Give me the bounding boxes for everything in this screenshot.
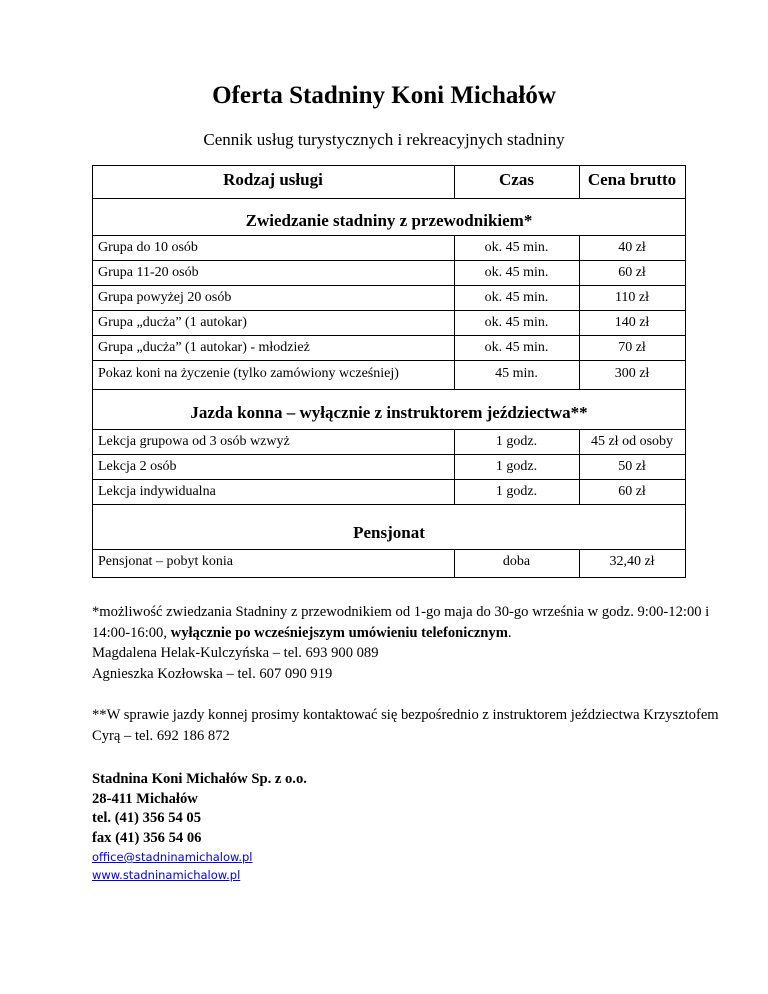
- table-row-cell: 1 godz.: [495, 484, 538, 499]
- table-row-cell: Lekcja 2 osób: [98, 459, 177, 474]
- document-title: Oferta Stadniny Koni Michałów: [212, 82, 556, 109]
- table-row-cell: 300 zł: [614, 366, 650, 381]
- table-row-cell: Lekcja grupowa od 3 osób wzwyż: [98, 434, 290, 449]
- table-row-cell: Grupa „ducża” (1 autokar): [98, 315, 247, 330]
- email-link[interactable]: office@stadninamichalow.pl: [92, 850, 253, 864]
- table-row-cell: 40 zł: [618, 240, 646, 255]
- header-service: Rodzaj usługi: [223, 170, 323, 189]
- header-price: Cena brutto: [587, 170, 677, 189]
- table-row-cell: ok. 45 min.: [484, 265, 549, 280]
- note-text-end: .: [507, 624, 512, 641]
- header-time: Czas: [499, 170, 534, 189]
- table-row-cell: Pokaz koni na życzenie (tylko zamówiony wcześniej): [98, 366, 399, 381]
- section-title-boarding: Pensjonat: [353, 523, 425, 542]
- contact-person-2: Agnieszka Kozłowska – tel. 607 090 919: [92, 665, 333, 682]
- company-phone: tel. (41) 356 54 05: [92, 810, 202, 826]
- price-table: [92, 165, 686, 578]
- table-row-cell: ok. 45 min.: [484, 240, 549, 255]
- table-row-cell: doba: [502, 554, 531, 569]
- website-link[interactable]: www.stadninamichalow.pl: [92, 868, 241, 882]
- table-row-cell: Lekcja indywidualna: [98, 484, 216, 499]
- table-row-cell: 50 zł: [618, 459, 646, 474]
- table-row-cell: Grupa „ducża” (1 autokar) - młodzież: [98, 340, 310, 355]
- note-text: *możliwość zwiedzania Stadniny z przewodnikiem od 1-go maja do 30-go września w godz. 9:00-12:00 i 14:00-16:00,: [92, 604, 710, 641]
- table-row-cell: Grupa powyżej 20 osób: [98, 290, 232, 305]
- note-guided-tour: [92, 602, 732, 643]
- contact-person-1: Magdalena Helak-Kulczyńska – tel. 693 900 089: [92, 645, 379, 661]
- table-row-cell: 45 min.: [495, 366, 538, 381]
- note-riding: **W sprawie jazdy konnej prosimy kontaktować się bezpośrednio z instruktorem jeździectwa Krzysztofem Cyrą – tel. 692 186 872: [92, 707, 719, 744]
- table-row-cell: 70 zł: [618, 340, 646, 355]
- section-title-guided-tour: Zwiedzanie stadniny z przewodnikiem*: [245, 211, 533, 230]
- footer-contact: [92, 770, 492, 884]
- table-row-cell: ok. 45 min.: [484, 290, 549, 305]
- table-row-cell: 32,40 zł: [609, 554, 655, 569]
- table-row-cell: 140 zł: [614, 315, 650, 330]
- table-row-cell: ok. 45 min.: [484, 315, 549, 330]
- company-fax: fax (41) 356 54 06: [92, 829, 202, 846]
- table-row-cell: Grupa do 10 osób: [98, 240, 198, 255]
- note-bold-text: wyłącznie po wcześniejszym umówieniu telefonicznym: [170, 624, 508, 641]
- table-row-cell: ok. 45 min.: [484, 340, 549, 355]
- table-row-cell: 1 godz.: [495, 459, 538, 474]
- notes: [92, 602, 732, 746]
- table-row-cell: 1 godz.: [495, 434, 538, 449]
- table-row-cell: 110 zł: [614, 290, 650, 305]
- table-row-cell: 45 zł od osoby: [590, 434, 674, 449]
- section-title-riding: Jazda konna – wyłącznie z instruktorem jeździectwa**: [190, 403, 588, 422]
- company-address: 28-411 Michałów: [92, 790, 198, 807]
- table-row-cell: Pensjonat – pobyt konia: [98, 554, 233, 569]
- table-row-cell: 60 zł: [618, 484, 646, 499]
- table-row-cell: 60 zł: [618, 265, 646, 280]
- table-row-cell: Grupa 11-20 osób: [98, 265, 199, 280]
- document-subtitle: Cennik usług turystycznych i rekreacyjnych stadniny: [203, 130, 565, 149]
- company-name: Stadnina Koni Michałów Sp. z o.o.: [92, 771, 307, 787]
